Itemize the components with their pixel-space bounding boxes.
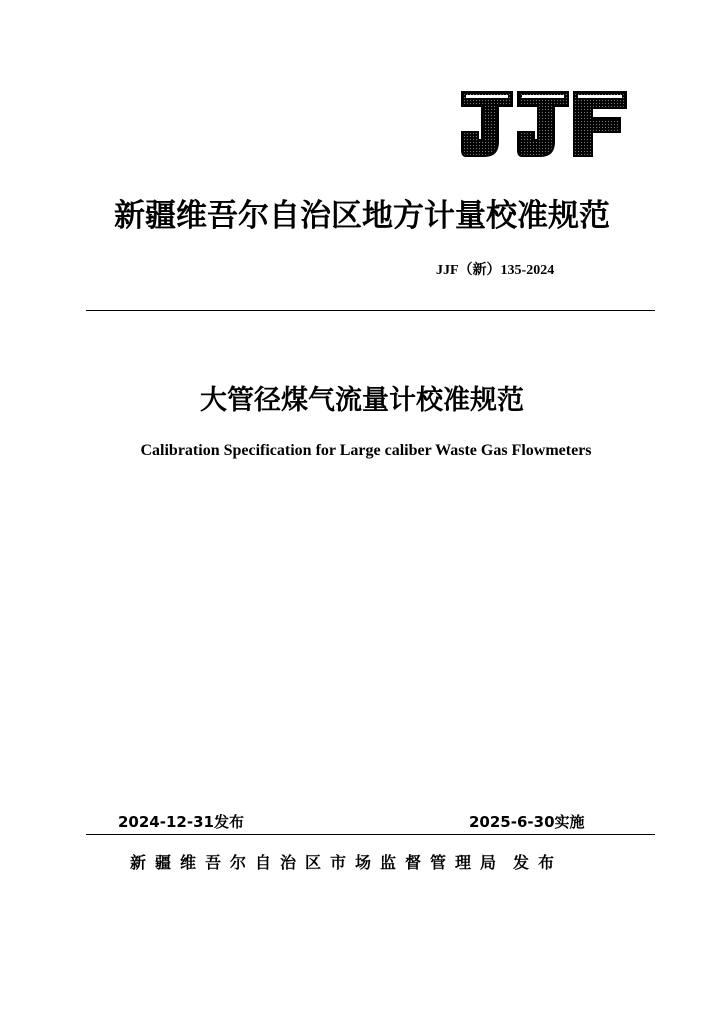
spec-title-english: Calibration Specification for Large caliber Waste Gas Flowmeters (140, 442, 592, 459)
issuer-action: 发布 (513, 853, 564, 872)
bottom-divider (86, 834, 655, 835)
issue-date: 2024-12-31发布 (118, 813, 244, 831)
issuer-line (130, 852, 563, 874)
jjf-logo (460, 90, 628, 158)
implementation-date: 2025-6-30实施 (469, 813, 585, 831)
issuer-name: 新疆维吾尔自治区市场监督管理局 (130, 853, 506, 872)
standard-code: JJF（新）135-2024 (436, 263, 555, 278)
standard-category-title: 新疆维吾尔自治区地方计量校准规范 (114, 198, 610, 234)
top-divider (86, 310, 655, 311)
spec-title-chinese: 大管径煤气流量计校准规范 (200, 385, 524, 416)
jjf-logo-graphic (460, 90, 628, 158)
